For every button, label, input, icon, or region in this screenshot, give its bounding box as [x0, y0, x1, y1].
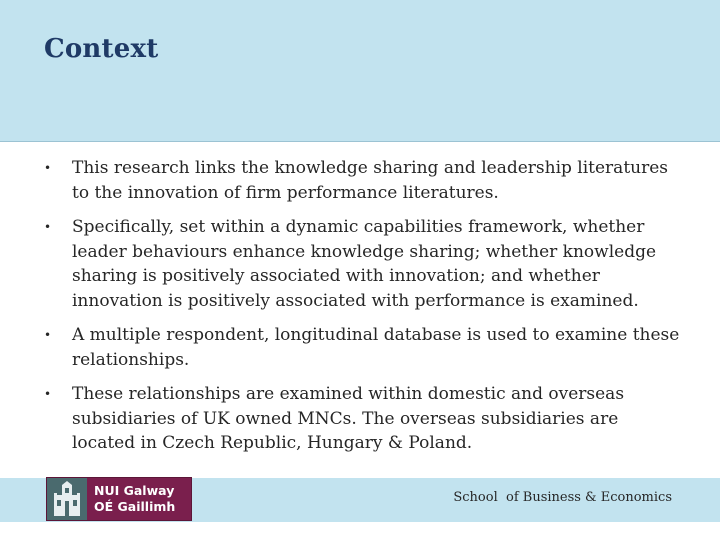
bullet-item: [44, 382, 684, 456]
logo-wordmark: [87, 478, 191, 520]
bullet-item: [44, 323, 684, 372]
bullet-item: [44, 215, 684, 313]
bullet-icon: •: [44, 328, 52, 342]
banner-divider: [0, 141, 720, 142]
bullet-text: These relationships are examined within domestic and overseas subsidiaries of UK owned MNCs. The overseas subsidiaries are located in Czech Republic, Hungary & Poland.: [72, 384, 625, 453]
logo-text-irish: OÉ Gaillimh: [94, 499, 176, 514]
title-banner: [0, 0, 720, 141]
school-name: School of Business & Economics: [453, 490, 672, 505]
bullet-list: [44, 156, 684, 466]
logo-text-english: NUI Galway: [94, 483, 175, 498]
bullet-text: Specifically, set within a dynamic capabilities framework, whether leader behaviours enhance knowledge sharing; whether knowledge sharing is positively associated with innovation; and whether innovation is positively associated with performance is examined.: [72, 217, 657, 311]
bullet-text: This research links the knowledge sharing and leadership literatures to the innovation of firm performance literatures.: [72, 158, 669, 203]
bullet-icon: •: [44, 387, 52, 401]
bullet-icon: •: [44, 220, 52, 234]
bullet-item: [44, 156, 684, 205]
quadrangle-tower-icon: [47, 478, 87, 520]
slide-title: Context: [44, 34, 159, 64]
university-logo: [46, 477, 192, 521]
bullet-text: A multiple respondent, longitudinal database is used to examine these relationships.: [72, 325, 680, 370]
bullet-icon: •: [44, 161, 52, 175]
